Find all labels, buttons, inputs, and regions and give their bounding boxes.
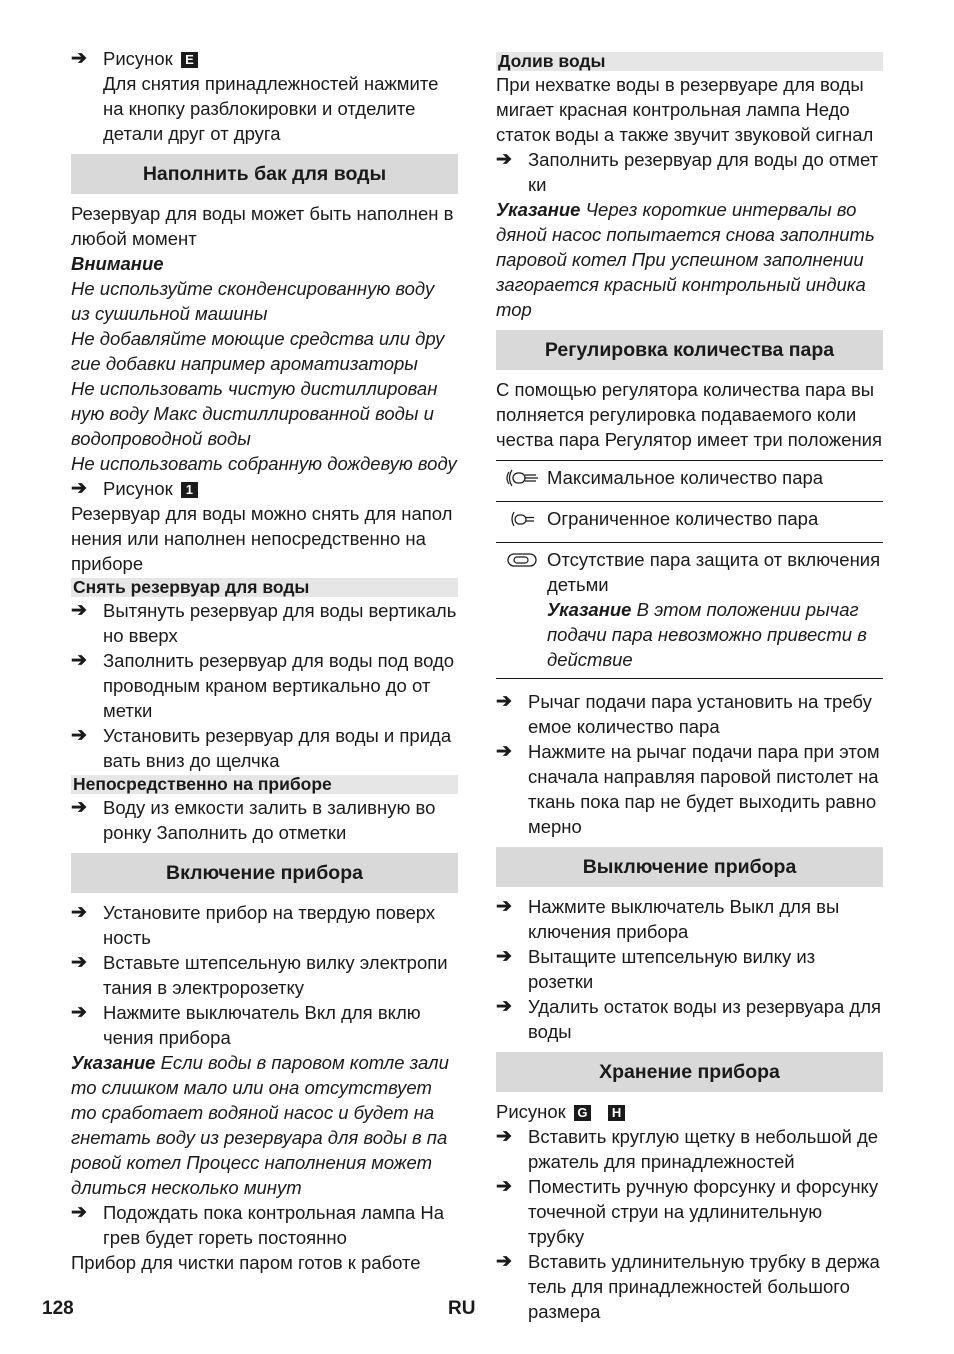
arrow-icon: ➔ <box>71 797 87 818</box>
attention-3: Не использовать чистую дистиллирован ную воду Макс дистиллированной воды и водопроводной воды <box>71 378 438 449</box>
heading-fill-tank: Наполнить бак для воды <box>71 154 458 194</box>
arrow-icon: ➔ <box>496 946 512 967</box>
subheading-direct-fill: Непосредственно на приборе <box>71 775 458 794</box>
language-code: RU <box>448 1298 476 1319</box>
steam-off-icon <box>504 549 540 571</box>
refill-paragraph: При нехватке воды в резервуаре для воды мигает красная контрольная лампа Недо статок воды а также звучит звуковой сигнал <box>496 74 874 145</box>
list-item: ➔ Установите прибор на твердую поверх ность <box>71 902 436 948</box>
list-item: ➔ Вытащите штепсельную вилку из розетки <box>496 946 816 992</box>
subheading-remove-tank: Снять резервуар для воды <box>71 578 458 597</box>
arrow-icon: ➔ <box>71 902 87 923</box>
steam-off-note <box>547 599 867 670</box>
steam-max-label: Максимальное количество пара <box>547 461 883 502</box>
note-label: Указание <box>496 199 581 220</box>
arrow-icon: ➔ <box>71 952 87 973</box>
page-number: 128 <box>42 1298 74 1319</box>
left-column <box>71 46 458 1275</box>
arrow-icon: ➔ <box>71 650 87 671</box>
figure-e-badge: E <box>181 52 198 68</box>
arrow-icon: ➔ <box>496 1126 512 1147</box>
heading-steam-regulation: Регулировка количества пара <box>496 330 883 370</box>
list-item: ➔ Поместить ручную форсунку и форсунку точечной струи на удлинительную трубку <box>496 1176 879 1247</box>
note-label: Указание <box>71 1052 156 1073</box>
attention-4: Не использовать собранную дождевую воду <box>71 453 457 474</box>
arrow-icon: ➔ <box>71 48 87 69</box>
steam-max-icon <box>504 467 540 489</box>
attention-1: Не используйте сконденсированную воду из сушильной машины <box>71 278 435 324</box>
heading-storage: Хранение прибора <box>496 1052 883 1092</box>
list-item: ➔ Заполнить резервуар для воды под водо проводным краном вертикально до от метки <box>71 650 455 721</box>
subheading-refill: Долив воды <box>496 52 883 71</box>
heading-switch-off: Выключение прибора <box>496 847 883 887</box>
arrow-icon: ➔ <box>496 1251 512 1272</box>
note-text: Через короткие интервалы во дяной насос попытается снова заполнить паровой котел При успешном заполнении загорается красный контрольный индика тор <box>496 199 875 320</box>
note-label: Указание <box>547 599 632 620</box>
right-column <box>496 46 883 1324</box>
attention-2: Не добавляйте моющие средства или дру гие добавки например ароматизаторы <box>71 328 445 374</box>
list-item: ➔ Подождать пока контрольная лампа На грев будет гореть постоянно <box>71 1202 445 1248</box>
list-item: ➔ Вставить круглую щетку в небольшой де ржатель для принадлежностей <box>496 1126 879 1172</box>
ready-text: Прибор для чистки паром готов к работе <box>71 1252 421 1273</box>
switch-on-note <box>71 1050 458 1200</box>
arrow-icon: ➔ <box>71 1002 87 1023</box>
figure-g-badge: G <box>574 1105 591 1121</box>
list-item: ➔ Вытянуть резервуар для воды вертикаль но вверх <box>71 600 457 646</box>
arrow-icon: ➔ <box>496 741 512 762</box>
list-item: ➔ Рычаг подачи пара установить на требу емое количество пара <box>496 691 872 737</box>
table-row <box>496 502 883 543</box>
list-item: ➔ Установить резервуар для воды и прида вать вниз до щелчка <box>71 725 452 771</box>
fill-paragraph-2: Резервуар для воды можно снять для напол нения или наполнен непосредственно на приборе <box>71 503 453 574</box>
arrow-icon: ➔ <box>71 725 87 746</box>
storage-figure-ref <box>496 1099 883 1124</box>
list-item: ➔ Вставьте штепсельную вилку электропи тания в электророзетку <box>71 952 448 998</box>
figure-label: Рисунок <box>103 48 173 69</box>
list-item: ➔ Удалить остаток воды из резервуара для воды <box>496 996 882 1042</box>
note-text: В этом положении рычаг подачи пара невозможно привести в действие <box>547 599 867 670</box>
list-item: ➔ Нажмите на рычаг подачи пара при этом сначала направляя паровой пистолет на ткань пока пар не будет выходить равно мерно <box>496 741 880 837</box>
arrow-icon: ➔ <box>496 691 512 712</box>
attention-label: Внимание <box>71 253 164 274</box>
figure-e-text: Для снятия принадлежностей нажмите на кнопку разблокировки и отделите детали друг от друга <box>103 73 439 144</box>
arrow-icon: ➔ <box>496 149 512 170</box>
arrow-icon: ➔ <box>71 478 87 499</box>
note-text: Если воды в паровом котле зали то слишком мало или она отсутствует то сработает водяной насос и будет на гнетать воду из резервуара для воды в па ровой котел Процесс наполнения может длиться несколько минут <box>71 1052 449 1198</box>
figure-e-ref <box>71 46 458 146</box>
fill-paragraph-1: Резервуар для воды может быть наполнен в любой момент <box>71 203 454 249</box>
steam-limited-icon <box>504 508 540 530</box>
arrow-icon: ➔ <box>496 896 512 917</box>
arrow-icon: ➔ <box>496 996 512 1017</box>
arrow-icon: ➔ <box>71 1202 87 1223</box>
figure-label: Рисунок <box>496 1101 566 1122</box>
steam-settings-table <box>496 460 883 679</box>
table-row <box>496 543 883 679</box>
list-item: ➔ Нажмите выключатель Вкл для вклю чения прибора <box>71 1002 421 1048</box>
figure-1-badge: 1 <box>181 482 198 498</box>
arrow-icon: ➔ <box>71 600 87 621</box>
steam-off-label: Отсутствие пара защита от включения детьми <box>547 549 881 595</box>
figure-h-badge: H <box>608 1105 625 1121</box>
steam-paragraph: С помощью регулятора количества пара вы полняется регулировка подаваемого коли чества пара Регулятор имеет три положения <box>496 379 883 450</box>
list-item: ➔ Воду из емкости залить в заливную во ронку Заполнить до отметки <box>71 797 436 843</box>
list-item: ➔ Нажмите выключатель Выкл для вы ключения прибора <box>496 896 840 942</box>
list-item: ➔ Заполнить резервуар для воды до отмет ки <box>496 149 879 195</box>
steam-limited-label: Ограниченное количество пара <box>547 502 883 543</box>
list-item: ➔ Вставить удлинительную трубку в держа тель для принадлежностей большого размера <box>496 1251 880 1322</box>
refill-note <box>496 197 883 322</box>
arrow-icon: ➔ <box>496 1176 512 1197</box>
figure-1-ref <box>71 476 458 501</box>
table-row <box>496 461 883 502</box>
heading-switch-on: Включение прибора <box>71 853 458 893</box>
figure-label: Рисунок <box>103 478 173 499</box>
